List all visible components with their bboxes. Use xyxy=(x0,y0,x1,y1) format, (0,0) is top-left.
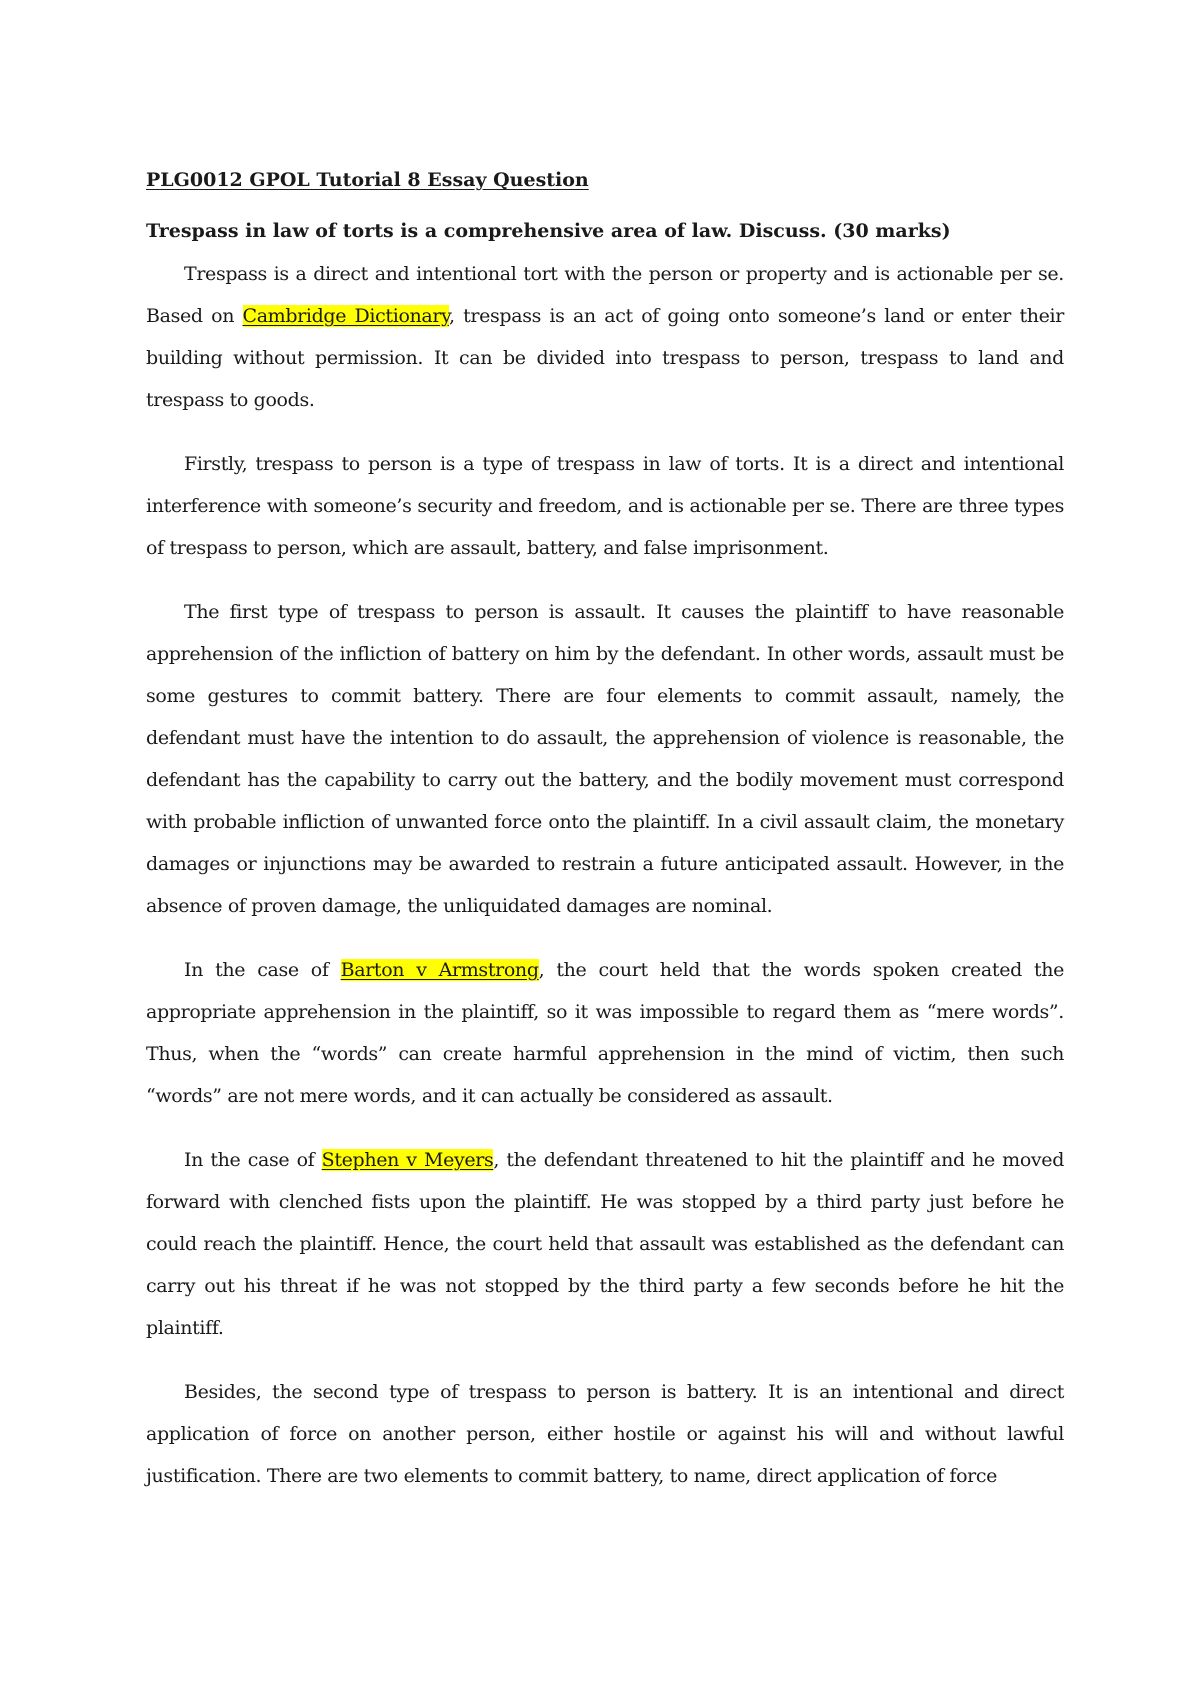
highlighted-case-name: Barton v Armstrong xyxy=(340,959,539,981)
paragraph-battery: Besides, the second type of trespass to person is battery. It is an intentional and direct application of force on another person, either hostile or against his will and without lawful justification. There are two elements to commit battery, to name, direct application of force xyxy=(146,1381,1064,1487)
paragraph-text: , the court held that the words spoken created the appropriate apprehension in the plaintiff, so it was impossible to regard them as “mere words”. Thus, when the “words” can create harmful apprehension in the mind of victim, then such “words” are not mere words, and it can actually be considered as assault. xyxy=(146,959,1065,1107)
paragraph-stephen-case xyxy=(146,1139,1064,1349)
highlighted-reference: Cambridge Dictionary xyxy=(242,305,449,327)
paragraph-intro xyxy=(146,253,1064,421)
paragraph-text: , trespass is an act of going onto someone’s land or enter their building without permission. It can be divided into trespass to person, trespass to land and trespass to goods. xyxy=(146,305,1064,411)
paragraph-text: , the defendant threatened to hit the plaintiff and he moved forward with clenched fists upon the plaintiff. He was stopped by a third party just before he could reach the plaintiff. Hence, the court held that assault was established as the defendant can carry out his threat if he was not stopped by the third party a few seconds before he hit the plaintiff. xyxy=(146,1149,1065,1339)
paragraph-text: In the case of xyxy=(184,1149,322,1171)
document-body xyxy=(146,168,1064,1519)
paragraph-text: Trespass is a direct and intentional tort with the person or property and is actionable per se. Based on xyxy=(146,263,1064,327)
paragraph-trespass-to-person: Firstly, trespass to person is a type of trespass in law of torts. It is a direct and intentional interference with someone’s security and freedom, and is actionable per se. There are three types of trespass to person, which are assault, battery, and false imprisonment. xyxy=(146,453,1064,559)
paragraph-barton-case xyxy=(146,949,1064,1117)
essay-question: Trespass in law of torts is a comprehensive area of law. Discuss. (30 marks) xyxy=(146,220,951,242)
document-title: PLG0012 GPOL Tutorial 8 Essay Question xyxy=(146,169,589,191)
paragraph-text: In the case of xyxy=(184,959,341,981)
highlighted-case-name: Stephen v Meyers xyxy=(321,1149,494,1171)
paragraph-assault: The first type of trespass to person is assault. It causes the plaintiff to have reasonable apprehension of the infliction of battery on him by the defendant. In other words, assault must be some gestures to commit battery. There are four elements to commit assault, namely, the defendant must have the intention to do assault, the apprehension of violence is reasonable, the defendant has the capability to carry out the battery, and the bodily movement must correspond with probable infliction of unwanted force onto the plaintiff. In a civil assault claim, the monetary damages or injunctions may be awarded to restrain a future anticipated assault. However, in the absence of proven damage, the unliquidated damages are nominal. xyxy=(146,601,1064,917)
